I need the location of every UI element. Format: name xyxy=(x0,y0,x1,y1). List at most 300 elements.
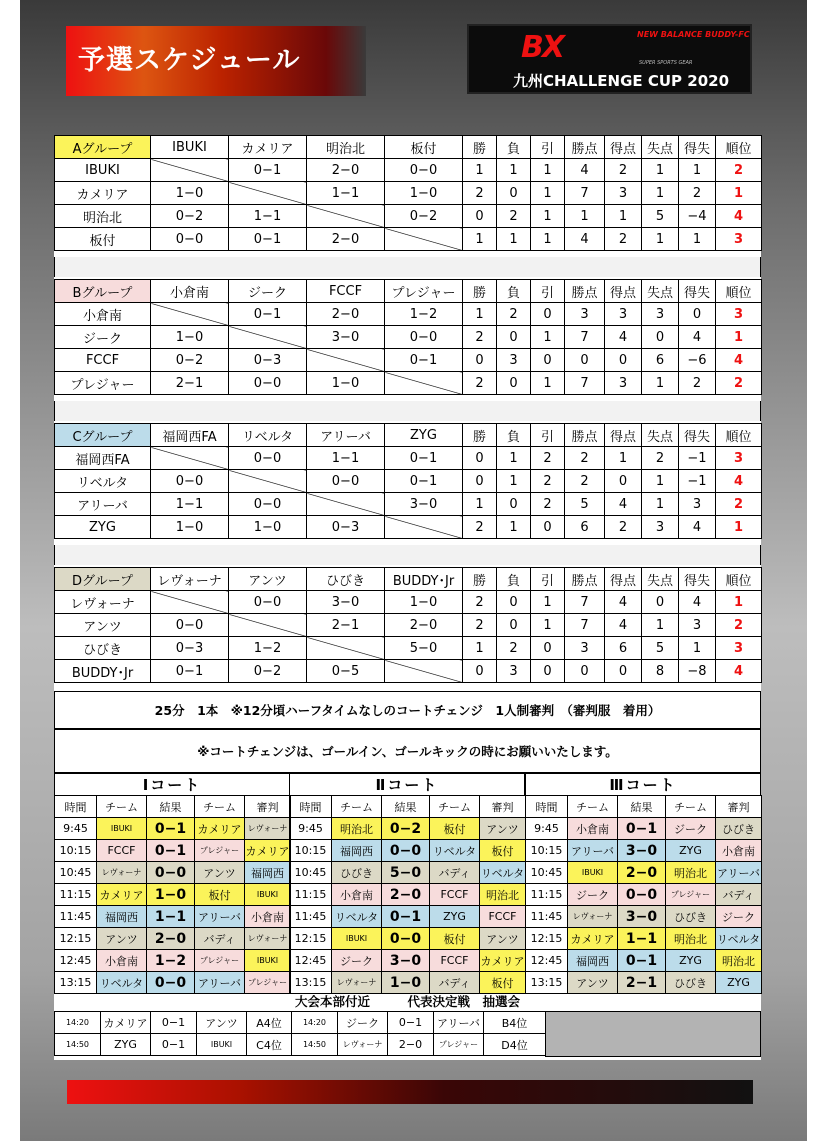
stat-header: 引 xyxy=(531,424,565,447)
away-team: ZYG xyxy=(430,906,480,928)
stat-header: 引 xyxy=(531,568,565,591)
home-team: FCCF xyxy=(97,840,147,862)
team-name: アリーバ xyxy=(55,493,151,516)
team-name: ZYG xyxy=(55,516,151,539)
self-match-diagonal xyxy=(151,303,229,326)
match-result: 5−0 xyxy=(385,637,463,660)
rank-value: 1 xyxy=(716,182,762,205)
final-time: 14:50 xyxy=(292,1034,338,1056)
away-team: ジーク xyxy=(666,818,716,840)
match-time: 13:15 xyxy=(290,972,332,994)
stat-value: 5 xyxy=(642,637,679,660)
team-header: アリーバ xyxy=(307,424,385,447)
stat-header: 得失 xyxy=(679,424,716,447)
rank-value: 4 xyxy=(716,349,762,372)
self-match-diagonal xyxy=(385,516,463,539)
home-team: IBUKI xyxy=(568,862,618,884)
stat-value: −6 xyxy=(679,349,716,372)
home-team: 福岡西 xyxy=(97,906,147,928)
stat-value: 0 xyxy=(497,372,531,395)
stat-value: 3 xyxy=(605,303,642,326)
stat-value: 1 xyxy=(497,447,531,470)
self-match-diagonal xyxy=(385,660,463,683)
logo-sponsor: NEW BALANCE BUDDY-FC xyxy=(637,30,750,39)
match-result: 2−1 xyxy=(151,372,229,395)
home-team: IBUKI xyxy=(332,928,382,950)
match-result: 1−1 xyxy=(151,493,229,516)
finals-table xyxy=(54,1011,546,1056)
match-result: 1−0 xyxy=(229,516,307,539)
stat-value: 1 xyxy=(605,205,642,228)
away-team: プレジャー xyxy=(195,950,245,972)
match-time: 10:15 xyxy=(55,840,97,862)
team-header: IBUKI xyxy=(151,136,229,159)
team-header: レヴォーナ xyxy=(151,568,229,591)
final-time: 14:20 xyxy=(55,1012,101,1034)
group-name: Aグループ xyxy=(55,136,151,159)
court-column-header: チーム xyxy=(568,796,618,818)
match-score: 5−0 xyxy=(382,862,430,884)
stat-value: 1 xyxy=(463,493,497,516)
stat-value: 0 xyxy=(565,349,605,372)
stat-value: 8 xyxy=(642,660,679,683)
team-name: BUDDY･Jr xyxy=(55,660,151,683)
team-header: リベルタ xyxy=(229,424,307,447)
match-time: 13:15 xyxy=(526,972,568,994)
stat-header: 負 xyxy=(497,136,531,159)
match-row xyxy=(526,950,762,972)
match-result: 0−0 xyxy=(385,326,463,349)
match-result: 0−1 xyxy=(229,303,307,326)
away-team: ZYG xyxy=(666,950,716,972)
final-team: ZYG xyxy=(101,1034,151,1056)
self-match-diagonal xyxy=(229,614,307,637)
stat-value: 1 xyxy=(642,182,679,205)
court-column-header: 審判 xyxy=(245,796,291,818)
match-result: 0−5 xyxy=(307,660,385,683)
stat-header: 得失 xyxy=(679,280,716,303)
match-result: 1−0 xyxy=(151,182,229,205)
logo-mark: BX xyxy=(521,30,563,65)
standings-row xyxy=(55,372,762,395)
group-name: Bグループ xyxy=(55,280,151,303)
final-team: IBUKI xyxy=(197,1034,247,1056)
court-column-header: 結果 xyxy=(382,796,430,818)
stat-value: 2 xyxy=(497,303,531,326)
group-table xyxy=(54,423,762,539)
stat-value: 1 xyxy=(531,205,565,228)
match-row xyxy=(526,862,762,884)
group-name: Dグループ xyxy=(55,568,151,591)
logo-cup-name: 九州CHALLENGE CUP 2020 xyxy=(513,72,730,90)
match-time: 11:45 xyxy=(526,906,568,928)
rank-value: 4 xyxy=(716,470,762,493)
home-team: レヴォーナ xyxy=(568,906,618,928)
referee-team: レヴォーナ xyxy=(245,928,291,950)
match-row xyxy=(526,884,762,906)
stat-value: 4 xyxy=(605,326,642,349)
stat-value: 2 xyxy=(531,470,565,493)
stat-header: 得失 xyxy=(679,136,716,159)
match-result: 0−3 xyxy=(307,516,385,539)
stat-value: 2 xyxy=(531,493,565,516)
match-row xyxy=(526,972,762,994)
stat-value: 1 xyxy=(531,228,565,251)
away-team: 明治北 xyxy=(666,862,716,884)
home-team: カメリア xyxy=(97,884,147,906)
stat-value: 0 xyxy=(642,591,679,614)
rank-value: 4 xyxy=(716,660,762,683)
rank-value: 2 xyxy=(716,493,762,516)
team-name: カメリア xyxy=(55,182,151,205)
court-column-header: 審判 xyxy=(480,796,526,818)
away-team: バディ xyxy=(430,862,480,884)
stat-value: 0 xyxy=(497,591,531,614)
self-match-diagonal xyxy=(307,637,385,660)
match-time: 9:45 xyxy=(55,818,97,840)
match-result: 3−0 xyxy=(385,493,463,516)
match-result: 1−0 xyxy=(151,326,229,349)
stat-value: 3 xyxy=(565,303,605,326)
team-name: アンツ xyxy=(55,614,151,637)
match-rules-note: 25分 1本 ※12分頃ハーフタイムなしのコートチェンジ 1人制審判 （審判服 着用） xyxy=(54,691,761,729)
match-row xyxy=(290,906,526,928)
referee-team: IBUKI xyxy=(245,884,291,906)
standings-row xyxy=(55,493,762,516)
stat-header: 引 xyxy=(531,136,565,159)
stat-value: 1 xyxy=(531,614,565,637)
self-match-diagonal xyxy=(151,591,229,614)
match-score: 2−0 xyxy=(618,862,666,884)
final-score: 0−1 xyxy=(151,1012,197,1034)
stat-value: −1 xyxy=(679,447,716,470)
self-match-diagonal xyxy=(307,349,385,372)
match-result: 0−2 xyxy=(385,205,463,228)
rank-value: 3 xyxy=(716,637,762,660)
match-result: 2−0 xyxy=(385,614,463,637)
stat-value: 3 xyxy=(679,614,716,637)
match-row xyxy=(55,884,291,906)
court-column-header: チーム xyxy=(97,796,147,818)
stat-header: 失点 xyxy=(642,280,679,303)
match-result: 0−0 xyxy=(151,470,229,493)
stat-value: 1 xyxy=(642,228,679,251)
stat-header: 負 xyxy=(497,568,531,591)
final-slot: B4位 xyxy=(484,1012,546,1034)
tournament-logo xyxy=(467,24,752,94)
stat-value: 2 xyxy=(565,447,605,470)
stat-value: 1 xyxy=(531,372,565,395)
stat-value: 0 xyxy=(531,349,565,372)
standings-row xyxy=(55,447,762,470)
match-result: 0−1 xyxy=(385,447,463,470)
standings-row xyxy=(55,637,762,660)
referee-team: 小倉南 xyxy=(245,906,291,928)
match-time: 10:15 xyxy=(290,840,332,862)
home-team: レヴォーナ xyxy=(97,862,147,884)
match-score: 0−0 xyxy=(618,884,666,906)
away-team: カメリア xyxy=(195,818,245,840)
self-match-diagonal xyxy=(307,205,385,228)
referee-team: ひびき xyxy=(716,818,762,840)
team-name: レヴォーナ xyxy=(55,591,151,614)
stat-value: 3 xyxy=(605,182,642,205)
referee-team: プレジャー xyxy=(245,972,291,994)
match-time: 9:45 xyxy=(290,818,332,840)
final-row xyxy=(55,1034,546,1056)
court-title: Ⅱコート xyxy=(289,773,525,795)
team-name: 板付 xyxy=(55,228,151,251)
stat-value: 1 xyxy=(497,228,531,251)
stat-header: 失点 xyxy=(642,136,679,159)
match-row xyxy=(55,928,291,950)
match-row xyxy=(290,840,526,862)
stat-value: 4 xyxy=(605,591,642,614)
stat-value: 1 xyxy=(463,159,497,182)
court-change-note: ※コートチェンジは、ゴールイン、ゴールキックの時にお願いいたします。 xyxy=(54,729,761,773)
away-team: プレジャー xyxy=(195,840,245,862)
stat-value: 7 xyxy=(565,326,605,349)
match-score: 1−0 xyxy=(147,884,195,906)
match-row xyxy=(290,950,526,972)
match-result: 0−0 xyxy=(229,493,307,516)
court-column-header: 審判 xyxy=(716,796,762,818)
referee-team: アンツ xyxy=(480,818,526,840)
stat-value: 2 xyxy=(463,372,497,395)
match-time: 12:15 xyxy=(55,928,97,950)
match-result: 1−0 xyxy=(385,591,463,614)
stat-header: 勝点 xyxy=(565,424,605,447)
group-name: Cグループ xyxy=(55,424,151,447)
match-row xyxy=(55,818,291,840)
home-team: 福岡西 xyxy=(332,840,382,862)
stat-value: 0 xyxy=(463,447,497,470)
stat-value: 1 xyxy=(565,205,605,228)
logo-sponsor-small: SUPER SPORTS GEAR xyxy=(639,60,693,66)
stat-value: 0 xyxy=(497,493,531,516)
away-team: アリーバ xyxy=(195,906,245,928)
stat-header: 得点 xyxy=(605,424,642,447)
stat-value: 2 xyxy=(463,591,497,614)
stat-value: 1 xyxy=(605,447,642,470)
self-match-diagonal xyxy=(229,182,307,205)
match-time: 11:15 xyxy=(55,884,97,906)
away-team: 板付 xyxy=(195,884,245,906)
final-time: 14:20 xyxy=(292,1012,338,1034)
group-table xyxy=(54,279,762,395)
finals-title: 大会本部付近 代表決定戦 抽選会 xyxy=(294,994,520,1009)
standings-row xyxy=(55,660,762,683)
stat-header: 失点 xyxy=(642,424,679,447)
away-team: 明治北 xyxy=(666,928,716,950)
referee-team: アリーバ xyxy=(716,862,762,884)
stat-value: 0 xyxy=(605,349,642,372)
match-score: 0−0 xyxy=(382,840,430,862)
rank-value: 2 xyxy=(716,372,762,395)
match-result: 2−1 xyxy=(307,614,385,637)
home-team: IBUKI xyxy=(97,818,147,840)
match-time: 11:15 xyxy=(526,884,568,906)
stat-value: 6 xyxy=(565,516,605,539)
self-match-diagonal xyxy=(229,470,307,493)
stat-value: 0 xyxy=(642,326,679,349)
final-team: ジーク xyxy=(338,1012,388,1034)
standings-row xyxy=(55,516,762,539)
match-result: 1−0 xyxy=(385,182,463,205)
away-team: アンツ xyxy=(195,862,245,884)
match-row xyxy=(55,862,291,884)
home-team: 明治北 xyxy=(332,818,382,840)
team-name: 小倉南 xyxy=(55,303,151,326)
stat-value: 0 xyxy=(565,660,605,683)
team-header: 板付 xyxy=(385,136,463,159)
standings-row xyxy=(55,326,762,349)
match-result: 0−3 xyxy=(229,349,307,372)
team-name: ひびき xyxy=(55,637,151,660)
match-time: 12:15 xyxy=(290,928,332,950)
match-row xyxy=(526,928,762,950)
match-score: 0−0 xyxy=(382,928,430,950)
match-result: 2−0 xyxy=(307,159,385,182)
team-name: 福岡西FA xyxy=(55,447,151,470)
team-header: ひびき xyxy=(307,568,385,591)
final-slot: C4位 xyxy=(247,1034,292,1056)
stat-value: 1 xyxy=(497,470,531,493)
match-score: 1−2 xyxy=(147,950,195,972)
away-team: ひびき xyxy=(666,972,716,994)
page-title: 予選スケジュール xyxy=(66,26,326,96)
standings-row xyxy=(55,470,762,493)
self-match-diagonal xyxy=(385,372,463,395)
stat-value: 2 xyxy=(497,637,531,660)
stat-value: 0 xyxy=(605,660,642,683)
stat-header: 勝 xyxy=(463,280,497,303)
stat-value: 5 xyxy=(642,205,679,228)
match-score: 3−0 xyxy=(382,950,430,972)
referee-team: カメリア xyxy=(480,950,526,972)
match-result: 0−0 xyxy=(151,228,229,251)
stat-value: 7 xyxy=(565,614,605,637)
match-row xyxy=(55,906,291,928)
team-header: ジーク xyxy=(229,280,307,303)
stat-header: 得点 xyxy=(605,136,642,159)
stat-header: 勝 xyxy=(463,568,497,591)
stat-value: 0 xyxy=(531,660,565,683)
match-result: 0−3 xyxy=(151,637,229,660)
match-time: 10:45 xyxy=(290,862,332,884)
stat-header: 負 xyxy=(497,424,531,447)
team-header: 福岡西FA xyxy=(151,424,229,447)
group-separator xyxy=(54,257,761,277)
stat-value: 2 xyxy=(463,182,497,205)
match-row xyxy=(526,840,762,862)
stat-value: 3 xyxy=(679,493,716,516)
match-time: 10:45 xyxy=(526,862,568,884)
court-table xyxy=(525,795,762,994)
court-title: Ⅰコート xyxy=(54,773,290,795)
court-column-header: チーム xyxy=(430,796,480,818)
stat-value: 0 xyxy=(605,470,642,493)
stat-value: 0 xyxy=(463,470,497,493)
stat-value: 1 xyxy=(531,182,565,205)
match-result: 1−1 xyxy=(307,447,385,470)
match-score: 3−0 xyxy=(618,840,666,862)
court-schedule xyxy=(289,773,525,994)
stat-value: 0 xyxy=(497,326,531,349)
referee-team: 板付 xyxy=(480,840,526,862)
match-score: 3−0 xyxy=(618,906,666,928)
stat-header: 勝点 xyxy=(565,280,605,303)
match-row xyxy=(55,972,291,994)
court-column-header: 結果 xyxy=(618,796,666,818)
group-separator xyxy=(54,401,761,421)
match-row xyxy=(526,906,762,928)
match-row xyxy=(290,818,526,840)
stat-header: 得失 xyxy=(679,568,716,591)
stat-value: 7 xyxy=(565,591,605,614)
stat-value: 1 xyxy=(463,228,497,251)
stat-header: 順位 xyxy=(716,568,762,591)
stat-value: 0 xyxy=(463,349,497,372)
match-score: 0−1 xyxy=(382,906,430,928)
away-team: バディ xyxy=(195,928,245,950)
court-column-header: 時間 xyxy=(290,796,332,818)
match-time: 12:45 xyxy=(290,950,332,972)
referee-team: 明治北 xyxy=(716,950,762,972)
match-score: 2−1 xyxy=(618,972,666,994)
rank-value: 3 xyxy=(716,228,762,251)
stat-value: 1 xyxy=(531,326,565,349)
stat-value: 4 xyxy=(679,516,716,539)
match-result: 0−2 xyxy=(151,349,229,372)
stat-value: 4 xyxy=(605,614,642,637)
stat-value: 1 xyxy=(679,228,716,251)
self-match-diagonal xyxy=(307,493,385,516)
away-team: バディ xyxy=(430,972,480,994)
match-score: 1−0 xyxy=(382,972,430,994)
team-name: リベルタ xyxy=(55,470,151,493)
referee-team: ZYG xyxy=(716,972,762,994)
match-result: 0−1 xyxy=(151,660,229,683)
final-team: アンツ xyxy=(197,1012,247,1034)
referee-team: 小倉南 xyxy=(716,840,762,862)
match-row xyxy=(290,862,526,884)
schedule-sheet xyxy=(54,135,761,1060)
team-header: プレジャー xyxy=(385,280,463,303)
final-team: プレジャー xyxy=(434,1034,484,1056)
match-result: 1−2 xyxy=(385,303,463,326)
stat-value: 1 xyxy=(463,303,497,326)
match-time: 11:45 xyxy=(290,906,332,928)
team-name: FCCF xyxy=(55,349,151,372)
stat-value: 1 xyxy=(679,159,716,182)
stat-value: 0 xyxy=(463,660,497,683)
team-header: 明治北 xyxy=(307,136,385,159)
match-row xyxy=(290,928,526,950)
away-team: ZYG xyxy=(666,840,716,862)
court-table xyxy=(54,795,291,994)
match-score: 0−1 xyxy=(147,818,195,840)
match-score: 2−0 xyxy=(382,884,430,906)
standings-row xyxy=(55,349,762,372)
referee-team: 板付 xyxy=(480,972,526,994)
home-team: 小倉南 xyxy=(568,818,618,840)
match-result: 1−0 xyxy=(151,516,229,539)
away-team: リベルタ xyxy=(430,840,480,862)
page-background xyxy=(20,0,807,1141)
team-header: 小倉南 xyxy=(151,280,229,303)
match-row xyxy=(55,840,291,862)
